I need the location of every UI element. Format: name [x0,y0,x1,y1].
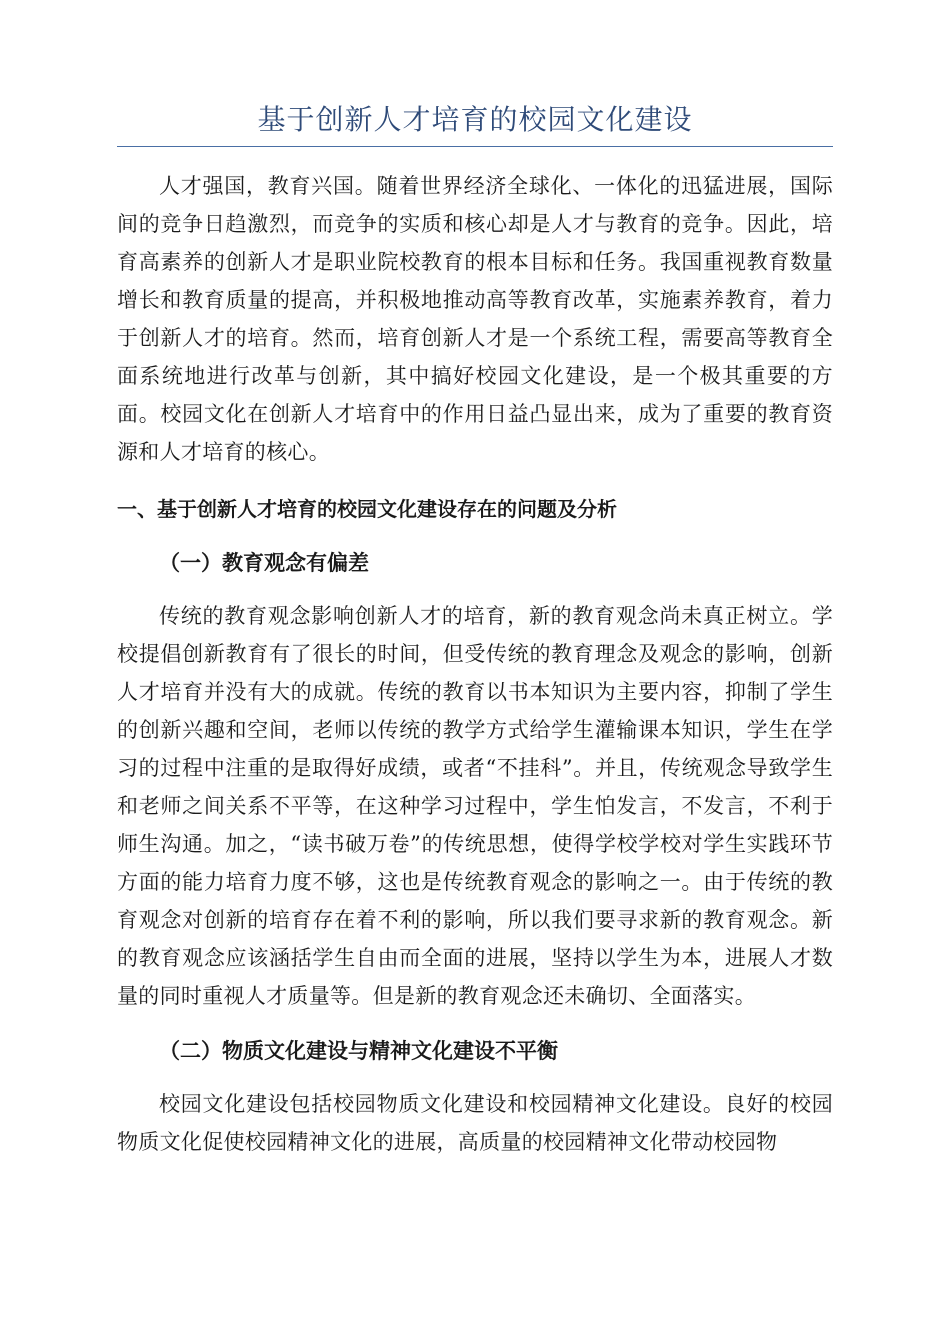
section-heading-1: 一、基于创新人才培育的校园文化建设存在的问题及分析 [117,497,617,521]
subsection-heading-1: （一）教育观念有偏差 [159,550,369,575]
document-page [117,100,833,1161]
subsection-2-paragraph: 校园文化建设包括校园物质文化建设和校园精神文化建设。良好的校园物质文化促使校园精神文化的进展，高质量的校园精神文化带动校园物 [117,1092,833,1154]
subsection-1-paragraph: 传统的教育观念影响创新人才的培育，新的教育观念尚未真正树立。学校提倡创新教育有了很长的时间，但受传统的教育理念及观念的影响，创新人才培育并没有大的成就。传统的教育以书本知识为主要内容，抑制了学生的创新兴趣和空间，老师以传统的教学方式给学生灌输课本知识，学生在学习的过程中注重的是取得好成绩，或者“不挂科”。并且，传统观念导致学生和老师之间关系不平等，在这种学习过程中，学生怕发言，不发言，不利于师生沟通。加之，“读书破万卷”的传统思想，使得学校学校对学生实践环节方面的能力培育力度不够，这也是传统教育观念的影响之一。由于传统的教育观念对创新的培育存在着不利的影响，所以我们要寻求新的教育观念。新的教育观念应该涵括学生自由而全面的进展，坚持以学生为本，进展人才数量的同时重视人才质量等。但是新的教育观念还未确切、全面落实。 [117,604,833,1008]
document-title: 基于创新人才培育的校园文化建设 [117,100,833,147]
intro-paragraph: 人才强国，教育兴国。随着世界经济全球化、一体化的迅猛进展，国际间的竞争日趋激烈，而竞争的实质和核心却是人才与教育的竞争。因此，培育高素养的创新人才是职业院校教育的根本目标和任务。我国重视教育数量增长和教育质量的提高，并积极地推动高等教育改革，实施素养教育，着力于创新人才的培育。然而，培育创新人才是一个系统工程，需要高等教育全面系统地进行改革与创新，其中搞好校园文化建设，是一个极其重要的方面。校园文化在创新人才培育中的作用日益凸显出来，成为了重要的教育资源和人才培育的核心。 [117,174,833,464]
subsection-heading-2: （二）物质文化建设与精神文化建设不平衡 [159,1038,558,1063]
